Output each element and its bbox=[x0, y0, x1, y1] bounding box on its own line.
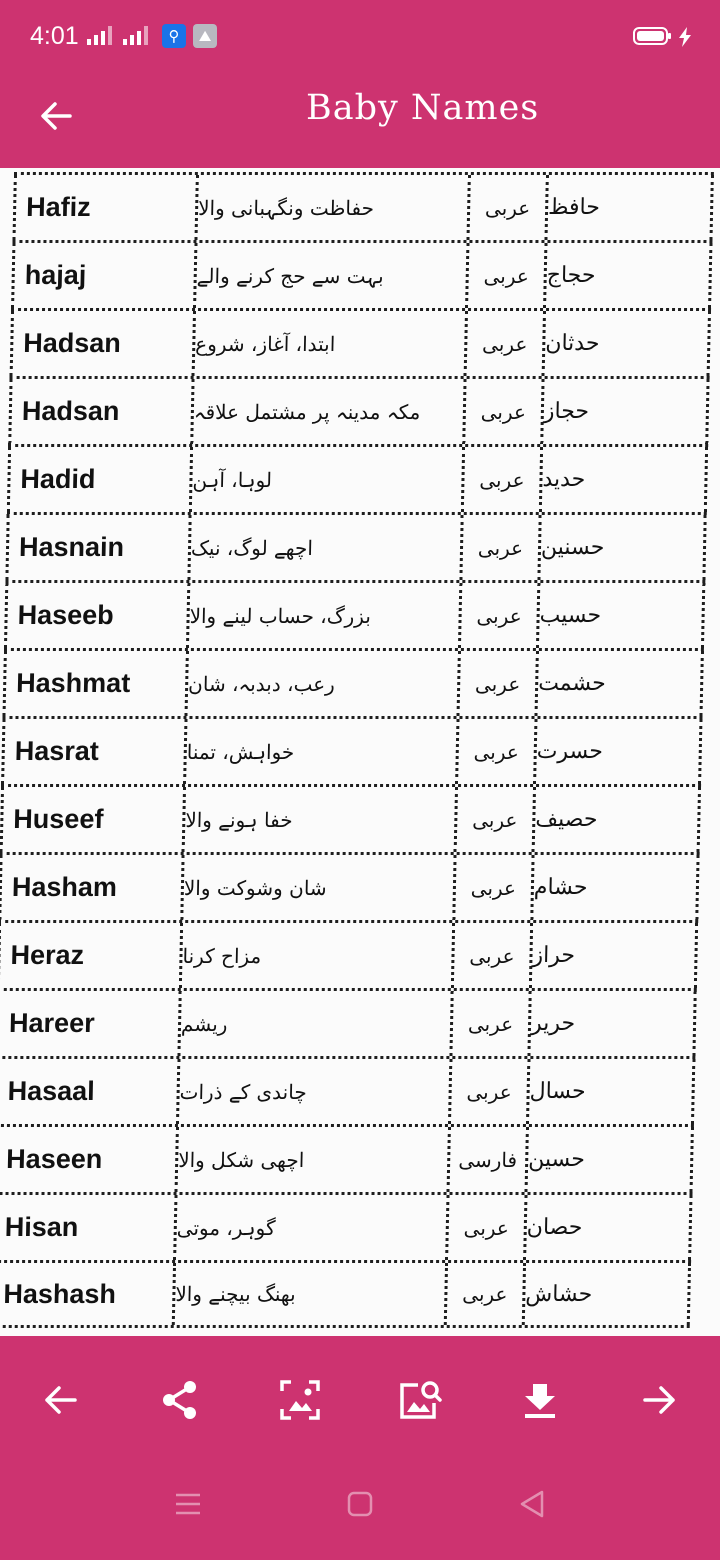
origin-cell: فارسی bbox=[447, 1127, 526, 1192]
urdu-name-cell: حریر bbox=[527, 991, 696, 1056]
urdu-name-cell: حسال bbox=[526, 1059, 695, 1124]
wallpaper-icon bbox=[279, 1379, 321, 1421]
table-row bbox=[0, 1124, 694, 1192]
english-name-cell: Hadid bbox=[7, 447, 190, 512]
english-name-cell: Hafiz bbox=[12, 175, 195, 240]
origin-cell: عربی bbox=[458, 583, 537, 648]
table-row bbox=[5, 512, 706, 580]
origin-cell: عربی bbox=[452, 855, 531, 920]
battery-icon bbox=[633, 26, 673, 46]
meaning-cell: ریشم bbox=[177, 991, 450, 1056]
origin-cell: عربی bbox=[457, 651, 536, 716]
english-name-cell: Heraz bbox=[0, 923, 180, 988]
back-icon bbox=[518, 1489, 546, 1519]
download-icon bbox=[520, 1380, 560, 1420]
table-row bbox=[0, 920, 698, 988]
page-title: Baby Names bbox=[306, 88, 540, 128]
next-button[interactable] bbox=[630, 1372, 690, 1428]
origin-cell: عربی bbox=[444, 1263, 523, 1325]
origin-cell: عربی bbox=[465, 243, 544, 308]
table-row bbox=[3, 648, 704, 716]
arrow-right-icon bbox=[640, 1380, 680, 1420]
english-name-cell: Hasrat bbox=[1, 719, 184, 784]
urdu-name-cell: حسین bbox=[525, 1127, 694, 1192]
meaning-cell: خواہش، تمنا bbox=[183, 719, 456, 784]
table-row bbox=[12, 172, 713, 240]
urdu-name-cell: حسنین bbox=[537, 515, 706, 580]
usb-icon bbox=[162, 24, 186, 48]
english-name-cell: Haseeb bbox=[4, 583, 187, 648]
meaning-cell: رعب، دبدبہ، شان bbox=[185, 651, 458, 716]
origin-cell: عربی bbox=[451, 923, 530, 988]
arrow-left-icon bbox=[38, 98, 74, 134]
english-name-cell: Hasham bbox=[0, 855, 182, 920]
urdu-name-cell: حصیف bbox=[532, 787, 701, 852]
drive-icon bbox=[193, 24, 217, 48]
table-row bbox=[4, 580, 705, 648]
meaning-cell: بھنگ بیچنے والا bbox=[172, 1263, 445, 1325]
origin-cell: عربی bbox=[461, 447, 540, 512]
urdu-name-cell: حسیب bbox=[536, 583, 705, 648]
origin-cell: عربی bbox=[445, 1195, 524, 1260]
meaning-cell: اچھی شکل والا bbox=[175, 1127, 448, 1192]
origin-cell: عربی bbox=[448, 1059, 527, 1124]
previous-button[interactable] bbox=[30, 1372, 90, 1428]
names-table bbox=[0, 168, 714, 1320]
bottom-toolbar bbox=[0, 1336, 720, 1560]
meaning-cell: ابتدا، آغاز، شروع bbox=[192, 311, 465, 376]
download-button[interactable] bbox=[510, 1372, 570, 1428]
urdu-name-cell: حشاش bbox=[522, 1263, 691, 1325]
meaning-cell: بہت سے حج کرنے والے bbox=[193, 243, 466, 308]
english-name-cell: Haseen bbox=[0, 1127, 176, 1192]
image-search-button[interactable] bbox=[390, 1372, 450, 1428]
charging-icon bbox=[678, 27, 692, 47]
english-name-cell: Hashmat bbox=[3, 651, 186, 716]
table-row bbox=[11, 240, 712, 308]
origin-cell: عربی bbox=[454, 787, 533, 852]
signal-icon bbox=[86, 24, 116, 46]
home-icon bbox=[346, 1490, 374, 1518]
table-row bbox=[8, 376, 709, 444]
meaning-cell: لوہا، آہن bbox=[189, 447, 462, 512]
meaning-cell: مکہ مدینہ پر مشتمل علاقہ bbox=[190, 379, 463, 444]
english-name-cell: Hashash bbox=[0, 1263, 173, 1325]
status-bar bbox=[0, 0, 720, 74]
urdu-name-cell: حجاج bbox=[543, 243, 712, 308]
english-name-cell: hajaj bbox=[11, 243, 194, 308]
system-back-button[interactable] bbox=[512, 1484, 552, 1524]
english-name-cell: Hareer bbox=[0, 991, 179, 1056]
meaning-cell: حفاظت ونگہبانی والا bbox=[194, 175, 467, 240]
english-name-cell: Hisan bbox=[0, 1195, 174, 1260]
share-button[interactable] bbox=[150, 1372, 210, 1428]
english-name-cell: Hasnain bbox=[5, 515, 188, 580]
meaning-cell: خفا ہونے والا bbox=[182, 787, 455, 852]
urdu-name-cell: حسرت bbox=[533, 719, 702, 784]
set-wallpaper-button[interactable] bbox=[270, 1372, 330, 1428]
system-menu-button[interactable] bbox=[168, 1484, 208, 1524]
english-name-cell: Hadsan bbox=[10, 311, 193, 376]
system-home-button[interactable] bbox=[340, 1484, 380, 1524]
urdu-name-cell: حجاز bbox=[540, 379, 709, 444]
meaning-cell: اچھے لوگ، نیک bbox=[187, 515, 460, 580]
meaning-cell: مزاح کرنا bbox=[179, 923, 452, 988]
usb-glyph: ⚲ bbox=[168, 27, 180, 45]
urdu-name-cell: حصان bbox=[523, 1195, 692, 1260]
english-name-cell: Hadsan bbox=[8, 379, 191, 444]
table-row bbox=[10, 308, 711, 376]
urdu-name-cell: حدثان bbox=[542, 311, 711, 376]
table-row bbox=[7, 444, 708, 512]
status-time: 4:01 bbox=[30, 22, 79, 50]
menu-icon bbox=[173, 1491, 203, 1517]
name-image-viewer[interactable] bbox=[0, 168, 720, 1336]
table-row bbox=[0, 988, 697, 1056]
origin-cell: عربی bbox=[449, 991, 528, 1056]
origin-cell: عربی bbox=[466, 175, 545, 240]
signal-icon bbox=[122, 24, 152, 46]
urdu-name-cell: حشام bbox=[530, 855, 699, 920]
origin-cell: عربی bbox=[462, 379, 541, 444]
english-name-cell: Huseef bbox=[0, 787, 183, 852]
urdu-name-cell: حراز bbox=[529, 923, 698, 988]
app-bar bbox=[0, 74, 720, 168]
back-button[interactable] bbox=[28, 88, 84, 144]
arrow-left-icon bbox=[40, 1380, 80, 1420]
urdu-name-cell: حدید bbox=[539, 447, 708, 512]
meaning-cell: چاندی کے ذرات bbox=[176, 1059, 449, 1124]
table-row bbox=[0, 1192, 693, 1260]
meaning-cell: گوہر، موتی bbox=[173, 1195, 446, 1260]
image-search-icon bbox=[398, 1379, 442, 1421]
meaning-cell: بزرگ، حساب لینے والا bbox=[186, 583, 459, 648]
table-row bbox=[0, 852, 700, 920]
share-icon bbox=[159, 1379, 201, 1421]
urdu-name-cell: حشمت bbox=[535, 651, 704, 716]
table-row bbox=[0, 1056, 695, 1124]
english-name-cell: Hasaal bbox=[0, 1059, 177, 1124]
table-row bbox=[0, 1260, 691, 1328]
table-row bbox=[0, 784, 701, 852]
drive-glyph: ⛰ bbox=[198, 27, 212, 45]
origin-cell: عربی bbox=[464, 311, 543, 376]
origin-cell: عربی bbox=[459, 515, 538, 580]
urdu-name-cell: حافظ bbox=[544, 175, 713, 240]
table-row bbox=[1, 716, 702, 784]
origin-cell: عربی bbox=[455, 719, 534, 784]
meaning-cell: شان وشوکت والا bbox=[180, 855, 453, 920]
